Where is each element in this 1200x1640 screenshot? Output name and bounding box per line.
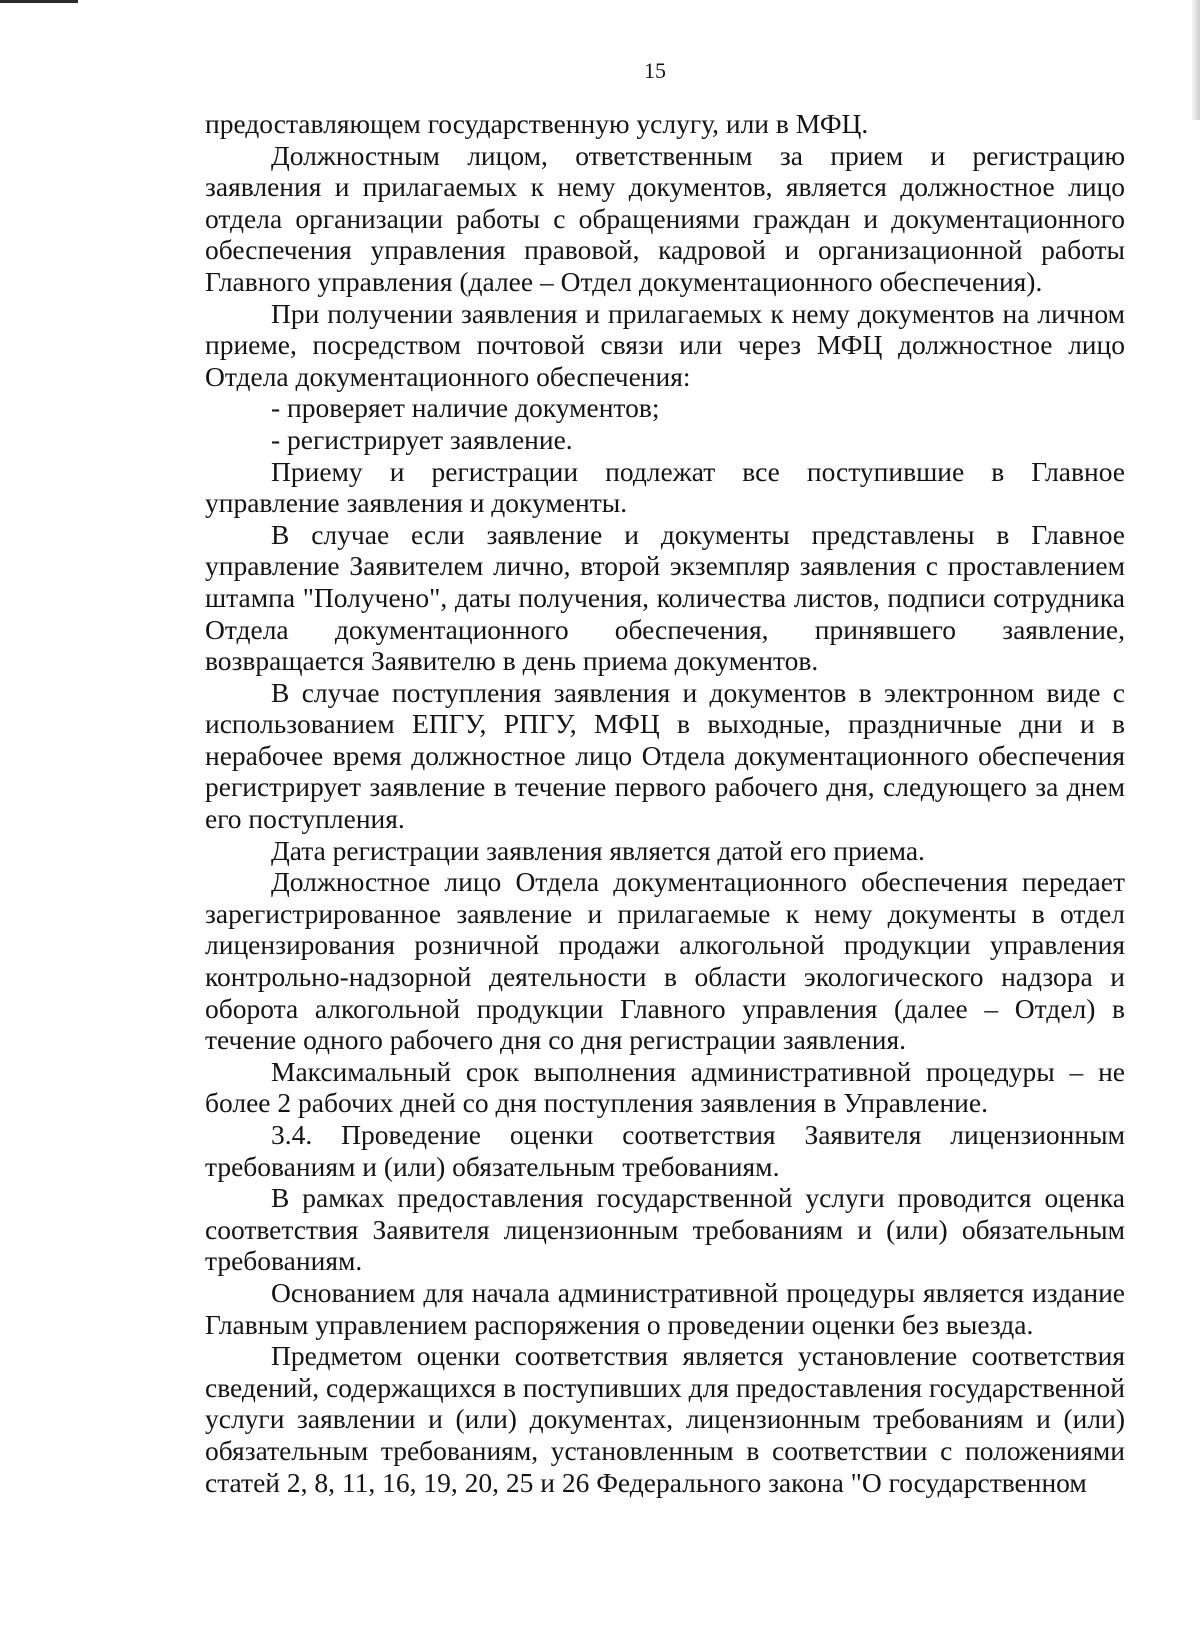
paragraph-10: Должностное лицо Отдела документационного обеспечения передает зарегистрированное заявление и прилагаемые к нему документы в отдел лицензирования розничной продажи алкогольной продукции управления контрольно-надзорной деятельности в области экологического надзора и оборота алкогольной продукции Главного управления (далее – Отдел) в течение одного рабочего дня со дня регистрации заявления. — [205, 866, 1125, 1056]
list-item-check-documents: - проверяет наличие документов; — [271, 392, 660, 424]
section-heading-3-4: 3.4. Проведение оценки соответствия Заявителя лицензионным требованиям и (или) обязательным требованиям. — [205, 1119, 1125, 1182]
document-body — [205, 108, 1125, 1498]
paragraph-14: Основанием для начала административной процедуры является издание Главным управлением распоряжения о проведении оценки без выезда. — [205, 1276, 1125, 1340]
paragraph-3: При получении заявления и прилагаемых к нему документов на личном приеме, посредством почтовой связи или через МФЦ должностное лицо Отдела документационного обеспечения: — [205, 297, 1125, 392]
paragraph-15: Предметом оценки соответствия является установление соответствия сведений, содержащихся в поступивших для предоставления государственной услуги заявлении и (или) документах, лицензионным требованиям и (или) обязательным требованиям, установленным в соответствии с положениями статей 2, 8, 11, 16, 19, 20, 25 и 26 Федерального закона "О государственном — [205, 1340, 1125, 1498]
scan-artifact-line — [0, 0, 78, 3]
page-number: 15 — [644, 58, 666, 83]
paragraph-13: В рамках предоставления государственной услуги проводится оценка соответствия Заявителя лицензионным требованиям и (или) обязательным требованиям. — [205, 1182, 1125, 1277]
paragraph-8: В случае поступления заявления и документов в электронном виде с использованием ЕПГУ, РПГУ, МФЦ в выходные, праздничные дни и в нерабочее время должностное лицо Отдела документационного обеспечения регистрирует заявление в течение первого рабочего дня, следующего за днем его поступления. — [205, 676, 1125, 835]
paragraph-1: предоставляющем государственную услугу, или в МФЦ. — [205, 108, 869, 139]
list-item-register-application: - регистрирует заявление. — [271, 423, 573, 455]
paragraph-11: Максимальный срок выполнения административной процедуры – не более 2 рабочих дней со дня поступления заявления в Управление. — [205, 1055, 1125, 1119]
paragraph-2: Должностным лицом, ответственным за прием и регистрацию заявления и прилагаемых к нему документов, является должностное лицо отдела организации работы с обращениями граждан и документационного обеспечения управления правовой, кадровой и организационной работы Главного управления (далее – Отдел документационного обеспечения). — [205, 139, 1125, 297]
paragraph-9: Дата регистрации заявления является датой его приема. — [271, 834, 925, 866]
paragraph-6: Приему и регистрации подлежат все поступившие в Главное управление заявления и документы. — [205, 455, 1125, 519]
paragraph-7: В случае если заявление и документы представлены в Главное управление Заявителем лично, второй экземпляр заявления с проставлением штампа "Получено", даты получения, количества листов, подписи сотрудника Отдела документационного обеспечения, принявшего заявление, возвращается Заявителю в день приема документов. — [205, 518, 1125, 677]
